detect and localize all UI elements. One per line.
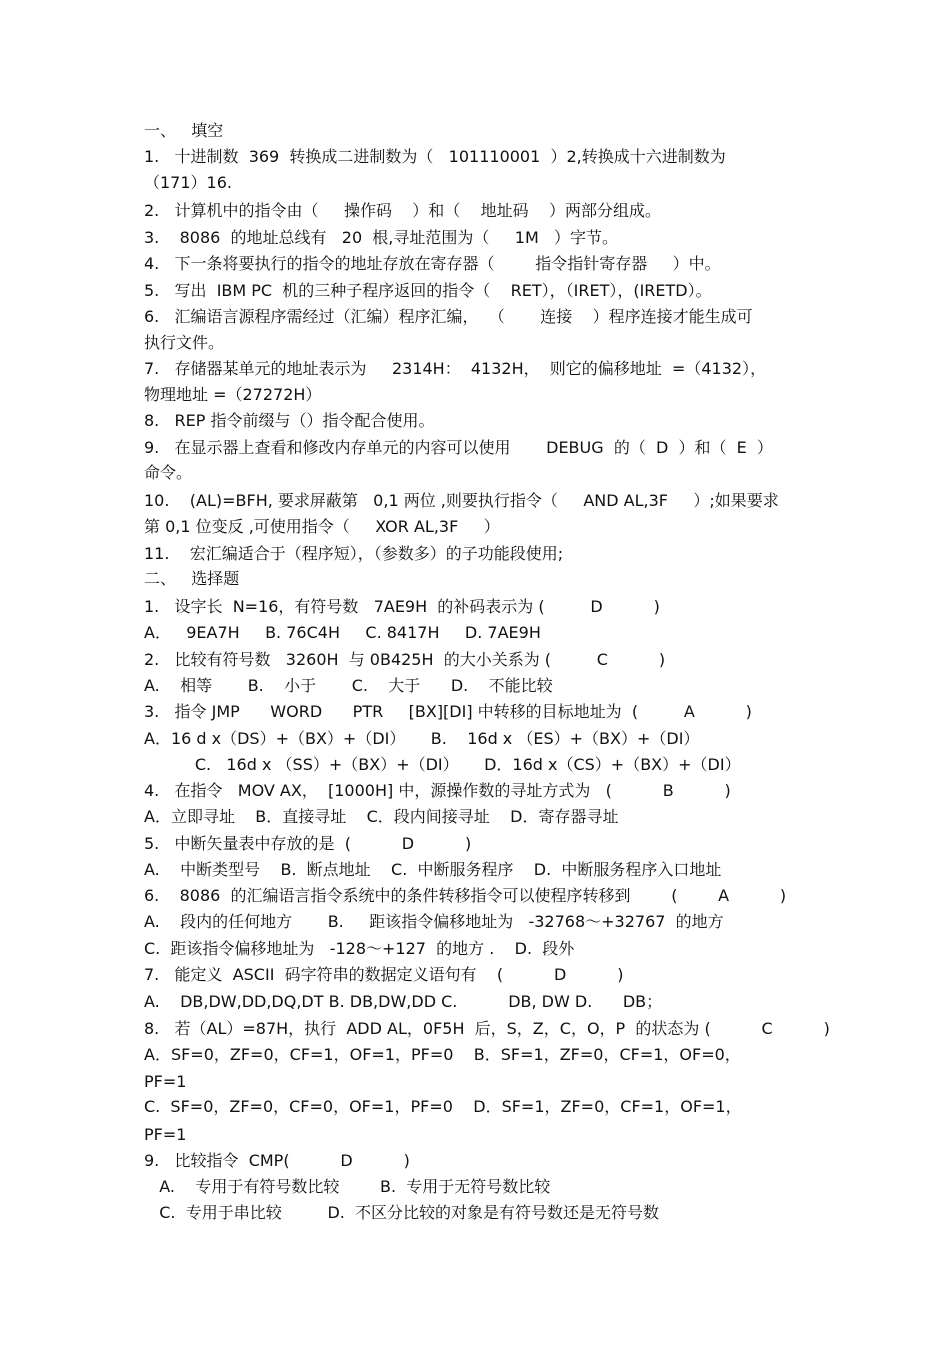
question-line: 11. 宏汇编适合于（程序短），（参数多）的子功能段使用;: [144, 544, 564, 563]
question-line: 物理地址 =（27272H）: [144, 385, 322, 404]
option-line: A. DB,DW,DD,DQ,DT B. DB,DW,DD C. DB, DW D. DB；: [144, 992, 663, 1011]
question-line: 1. 十进制数 369 转换成二进制数为（ 101110001 ）2,转换成十六进制数为: [144, 147, 726, 166]
question-line: 8. 若（AL）=87H，执行 ADD AL，0F5H 后，S，Z，C，O，P 的状态为 ( C ): [144, 1019, 830, 1038]
option-line: PF=1: [144, 1125, 187, 1144]
option-line: A. 专用于有符号数比较 B. 专用于无符号数比较: [144, 1177, 551, 1196]
option-line: A． 9EA7H B. 76C4H C. 8417H D. 7AE9H: [144, 623, 541, 642]
option-line: A．立即寻址 B．直接寻址 C．段内间接寻址 D．寄存器寻址: [144, 807, 619, 826]
question-line: 1. 设字长 N=16，有符号数 7AE9H 的补码表示为 ( D ): [144, 597, 660, 616]
question-line: 8. REP 指令前缀与（）指令配合使用。: [144, 411, 435, 430]
question-line: 7. 能定义 ASCII 码字符串的数据定义语句有 ( D ): [144, 965, 624, 984]
question-line: 2. 比较有符号数 3260H 与 0B425H 的大小关系为 ( C ): [144, 650, 666, 669]
question-line: 执行文件。: [144, 333, 225, 352]
question-line: 3. 指令 JMP WORD PTR [BX][DI] 中转移的目标地址为 ( A ): [144, 702, 752, 721]
option-line: C. 16d x （SS）+（BX）+（DI） D．16d x（CS）+（BX）+（DI）: [144, 755, 741, 774]
question-line: 6. 8086 的汇编语言指令系统中的条件转移指令可以使程序转移到 ( A ): [144, 886, 787, 905]
option-line: A. 段内的任何地方 B. 距该指令偏移地址为 -32768～+32767 的地方: [144, 912, 724, 931]
question-line: 2. 计算机中的指令由（ 操作码 ）和（ 地址码 ）两部分组成。: [144, 201, 661, 220]
question-line: 4. 下一条将要执行的指令的地址存放在寄存器（ 指令指针寄存器 ）中。: [144, 254, 721, 273]
question-line: 9. 比较指令 CMP( D ): [144, 1151, 410, 1170]
question-line: 6. 汇编语言源程序需经过（汇编）程序汇编， （ 连接 ）程序连接才能生成可: [144, 307, 753, 326]
question-line: 第 0,1 位变反 ,可使用指令（ XOR AL,3F ）: [144, 517, 500, 536]
option-line: C. 专用于串比较 D. 不区分比较的对象是有符号数还是无符号数: [144, 1203, 660, 1222]
option-line: C. SF=0，ZF=0，CF=0，OF=1，PF=0 D．SF=1，ZF=0，CF=1，OF=1，: [144, 1097, 742, 1116]
option-line: C. 距该指令偏移地址为 -128～+127 的地方 . D. 段外: [144, 939, 575, 958]
question-line: 3. 8086 的地址总线有 20 根,寻址范围为（ 1M ）字节。: [144, 228, 619, 247]
option-line: A. 中断类型号 B. 断点地址 C. 中断服务程序 D. 中断服务程序入口地址: [144, 860, 722, 879]
question-line: 5. 中断矢量表中存放的是 ( D ): [144, 834, 472, 853]
question-line: 7. 存储器某单元的地址表示为 2314H： 4132H， 则它的偏移地址 =（4132），: [144, 359, 767, 378]
option-line: A．16 d x（DS）+（BX）+（DI） B. 16d x （ES）+（BX）+（DI）: [144, 729, 700, 748]
option-line: A．SF=0，ZF=0，CF=1，OF=1，PF=0 B．SF=1，ZF=0，CF=1，OF=0，: [144, 1045, 741, 1064]
question-line: 9. 在显示器上查看和修改内存单元的内容可以使用 DEBUG 的（ D ）和（ E ）: [144, 438, 773, 457]
question-line: 4. 在指令 MOV AX， [1000H] 中，源操作数的寻址方式为 ( B ): [144, 781, 731, 800]
question-line: 10. (AL)=BFH, 要求屏蔽第 0,1 两位 ,则要执行指令（ AND AL,3F ）;如果要求: [144, 491, 779, 510]
section-heading-multiple-choice: 二、 选择题: [144, 569, 240, 588]
question-line: 命令。: [144, 463, 193, 482]
question-line: （171）16.: [144, 173, 232, 192]
section-heading-fill-in: 一、 填空: [144, 121, 224, 140]
option-line: PF=1: [144, 1072, 187, 1091]
question-line: 5. 写出 IBM PC 机的三种子程序返回的指令（ RET），（IRET），(IRETD）。: [144, 281, 712, 300]
option-line: A. 相等 B. 小于 C. 大于 D. 不能比较: [144, 676, 553, 695]
